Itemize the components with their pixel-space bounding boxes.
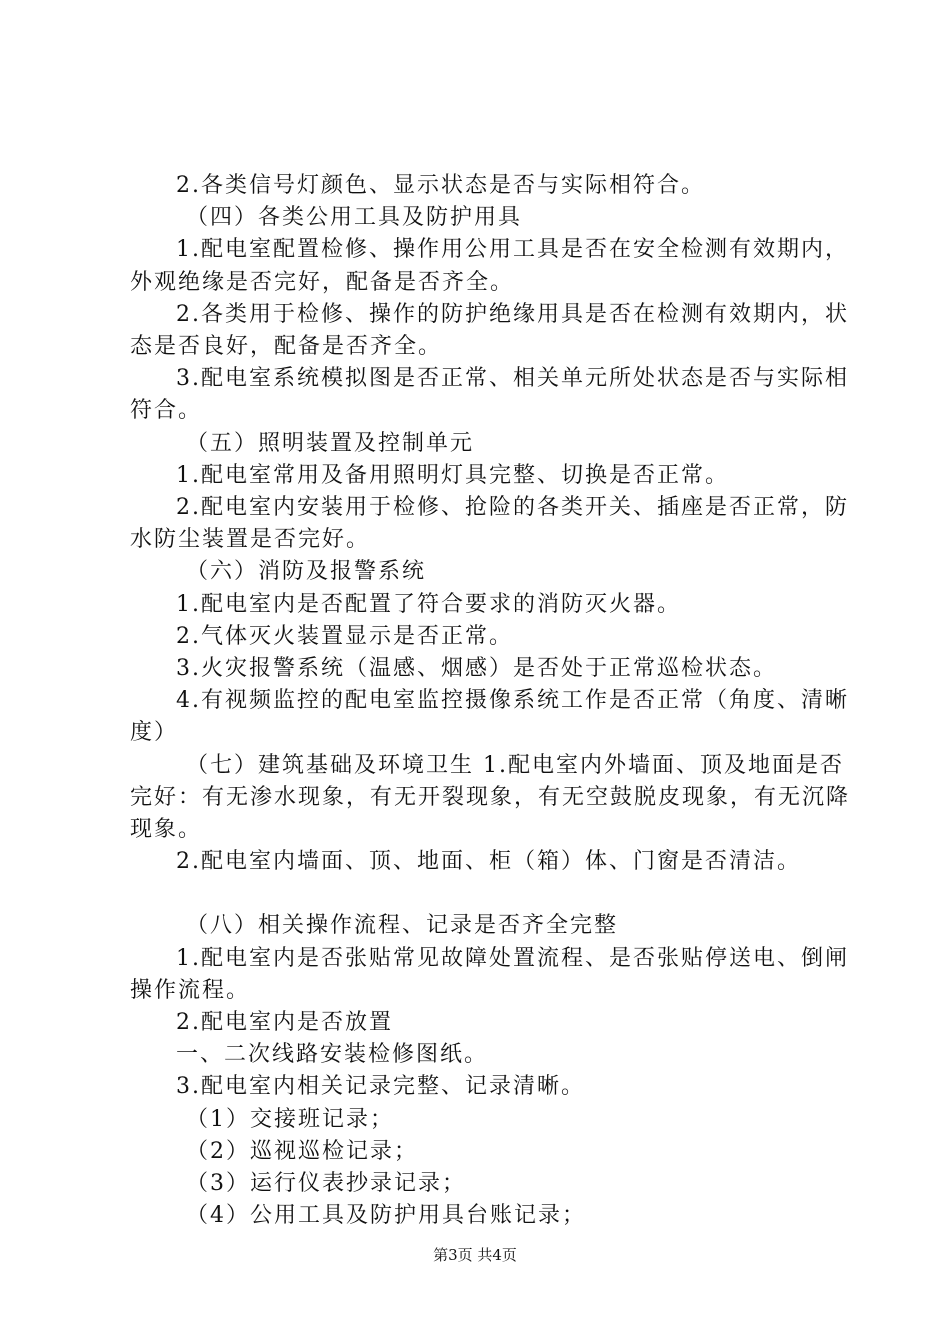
list-item: （1）交接班记录； bbox=[186, 1106, 394, 1132]
list-item: （4）公用工具及防护用具台账记录； bbox=[186, 1203, 586, 1229]
document-body bbox=[130, 170, 855, 1233]
paragraph: 一、二次线路安装检修图纸。 bbox=[176, 1042, 489, 1068]
paragraph: 1.配电室配置检修、操作用公用工具是否在安全检测有效期内，外观绝缘是否完好，配备是否齐全。 bbox=[130, 237, 849, 295]
page-footer: 第3页 共4页 bbox=[433, 1246, 517, 1264]
paragraph: 1.配电室内是否张贴常见故障处置流程、是否张贴停送电、倒闸操作流程。 bbox=[130, 945, 849, 1003]
section-heading: （八）相关操作流程、记录是否齐全完整 bbox=[186, 913, 619, 939]
paragraph: 2.各类用于检修、操作的防护绝缘用具是否在检测有效期内，状态是否良好，配备是否齐全。 bbox=[130, 301, 849, 360]
paragraph: 2.气体灭火装置显示是否正常。 bbox=[176, 623, 513, 649]
list-item: （3）运行仪表抄录记录； bbox=[186, 1171, 466, 1197]
paragraph: 2.配电室内安装用于检修、抢险的各类开关、插座是否正常，防水防尘装置是否完好。 bbox=[130, 495, 849, 553]
paragraph: 3.配电室系统模拟图是否正常、相关单元所处状态是否与实际相符合。 bbox=[130, 366, 849, 424]
paragraph: 2.配电室内墙面、顶、地面、柜（箱）体、门窗是否清洁。 bbox=[176, 849, 801, 875]
paragraph: 2.配电室内是否放置 bbox=[176, 1010, 393, 1036]
paragraph: 3.配电室内相关记录完整、记录清晰。 bbox=[176, 1074, 585, 1100]
section-heading: （七）建筑基础及环境卫生 1.配电室内外墙面、顶及地面是否完好：有无渗水现象，有无开裂现象，有无空鼓脱皮现象，有无沉降现象。 bbox=[130, 752, 851, 843]
paragraph: 2.各类信号灯颜色、显示状态是否与实际相符合。 bbox=[176, 173, 705, 198]
paragraph: 3.火灾报警系统（温感、烟感）是否处于正常巡检状态。 bbox=[176, 656, 777, 682]
paragraph: 4.有视频监控的配电室监控摄像系统工作是否正常（角度、清晰度） bbox=[130, 688, 849, 746]
paragraph: 1.配电室内是否配置了符合要求的消防灭火器。 bbox=[176, 591, 681, 617]
section-heading: （四）各类公用工具及防护用具 bbox=[186, 205, 523, 231]
paragraph: 1.配电室常用及备用照明灯具完整、切换是否正常。 bbox=[176, 462, 729, 488]
list-item: （2）巡视巡检记录； bbox=[186, 1138, 418, 1164]
section-heading: （六）消防及报警系统 bbox=[186, 559, 427, 585]
section-heading: （五）照明装置及控制单元 bbox=[186, 430, 475, 456]
blank-line bbox=[130, 878, 855, 910]
